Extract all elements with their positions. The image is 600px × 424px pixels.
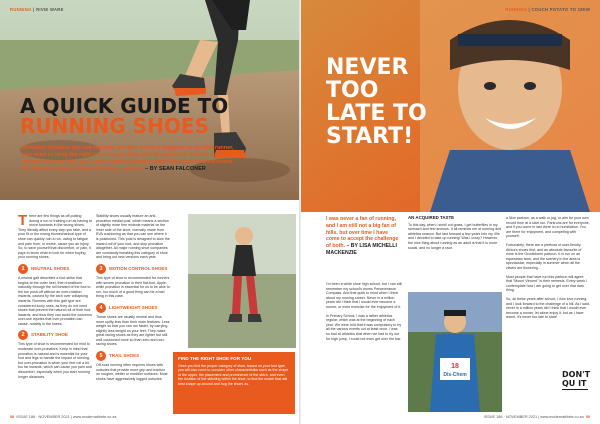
right-page — [300, 0, 600, 424]
section-header: RUNNING | COUCH POTATO TO 18KM — [505, 7, 590, 12]
headline-line-1: A QUICK GUIDE TO — [20, 94, 229, 118]
body-column-2: AN ACQUIRED TASTE To this day, when I smell cut grass, I get butterflies in my stomach and feel anxious. It all reminds me of running and athletics season. But fast forward a few years into my 40s and I decided to take up running! Was I crazy? However, the nice thing about running as an adult is that it is more social, and no longer a race. — [408, 215, 502, 250]
body-column-1: I'm been a white shoe high school, but I can still remember my school's moms Perseverance Compass. And that quirk to mind when I think about my running career. Never in a million years did I think that I would ever become a runner, or even exercise for the enjoyment of it. In Primary School, I was a rather athletics regular, which was at the beginning of each year. We were told that it was compulsory to try all the various events out at least once. I was so bad at athletics that when we had to try out for high jump, I could not even get over the bar. — [326, 282, 402, 341]
subheading: AN ACQUIRED TASTE — [408, 215, 455, 220]
number-badge: 4 — [96, 303, 106, 313]
find-shoe-box — [173, 352, 295, 414]
shoe-type-text-5: Off-road running often requires shoes with outsoles that provide more grip and traction on rougher, wetter or muddier surfaces. Most shoes have aggressively lugged outsoles. — [96, 363, 168, 381]
number-badge: 5 — [96, 351, 106, 361]
headline-line-2: RUNNING SHOES — [20, 114, 209, 138]
page-folio: 58 ISSUE 186 · NOVEMBER 2021 | www.modernathlete.co.za — [10, 415, 117, 419]
byline: – BY SEAN FALCONER — [145, 166, 206, 172]
section-header: RUNNING | RIVIE WARE — [10, 7, 64, 12]
body-column-2: Stability shoes usually feature an anti-pronation medial post, which means a section of slightly more firm midsole material on the inner side of the shoe, normally made from EVA cushioning as that you can see where it is positioned. This post is designed to slow the inward roll of your foot, and stop pronation altogether. All major running shoe companies are constantly tweaking this category of shoe and bring out new versions each year. 3 MOTION CONTROL SHOES This type of shoe is recommended for runners with severe pronation in their flat-foot, Apple, while pronation is essential for us to be able to run, too much of a good thing can be a bad thing in this case. 4 LIGHTWEIGHT SHOES These shoes are usually neutral and thus more spiffy-less than their main features. Less weight so that you can run faster, by carrying slightly less weight on your feet. They make great racing shoes as they are lighter but still well cushioned more so than zero and non-racing shoes. 5 TRAIL SHOES Off-road running often requires shoes with outsoles that provide more grip and traction on rougher, wetter or muddier surfaces. Most shoes have aggressively lugged outsoles. — [96, 214, 170, 381]
number-badge: 2 — [18, 330, 28, 340]
number-badge: 3 — [96, 264, 106, 274]
shoe-type-text-4: These shoes are usually neutral and thus more spiffy-less than their main features. Less weight so that you can run faster, by carrying slightly less weight on your feet. They make great racing shoes as they are lighter but still well cushioned more so than zero and non-racing shoes. — [96, 314, 170, 347]
shoe-type-heading-1: 1 NEUTRAL SHOES — [18, 264, 92, 274]
dont-quit-logo: DON'T QU IT — [562, 370, 591, 388]
race-bib-number: 18 — [451, 363, 459, 370]
shoe-type-text-2: This type of shoe is recommended for mild to moderate over-pronators. Keep in mind that pronation is natural and is essential for your foot and legs to handle the impact of running, but over-pronation is when your feet roll a bit too far inwards, which can cause you pain and discomfort, especially when you start running longer distances. — [18, 342, 92, 379]
shoe-type-text-3: This type of shoe is recommended for runners with severe pronation in their flat-foot, Apple, while pronation is essential for us to be able to run, too much of a good thing can be a bad thing in this case. — [96, 275, 170, 299]
byline: – BY LISA MICHELLI MACKENZIE — [326, 243, 397, 256]
shoe-type-heading-5: 5 TRAIL SHOES — [96, 351, 170, 361]
find-box-title: FIND THE RIGHT SHOE FOR YOU — [178, 356, 252, 361]
find-box-text: Once you find the proper category of shoe, based on your foot type, you will also need to consider other characteristics such as the shape of the upper, the placement and prominence of the stitch, and even the location of the stitching within the shoe, to find the model that will best shape up around and hug the shoes as. — [178, 363, 289, 386]
race-bib-sponsor: Dis-Chem — [443, 372, 467, 378]
shoe-type-text-1: A neutral gait describes a foot strike that begins at the outer heel, then transitions naturally through the roll forward of the foot to the toe push-off without an over-rotation inwards, caused by the arch over collapsing inwards. Runners with this gait type are considered lucky ones, as they do not need shoes that prevent the natural roll of their foot inwards, and thus they can avoid the concerns over-use injuries that over-pronation can cause, notably in the knees. — [18, 275, 92, 326]
number-badge: 1 — [18, 264, 28, 274]
shoe-type-heading-4: 4 LIGHTWEIGHT SHOES — [96, 303, 170, 313]
shoe-type-heading-2: 2 STABILITY SHOE — [18, 330, 92, 340]
race-photo — [408, 292, 502, 412]
shoe-type-heading-3: 3 MOTION CONTROL SHOES — [96, 264, 170, 274]
body-column-1: There are few things as off-putting during a run or training run as having to move forwards in the wrong shoes. They literally affect every step you take, and a poor fit or the wrong biomechanical type of shoe can quickly ruin a run, owing to fatigue and pain from, or worse, cause you an injury. So, to save yourself that discomfort, or pain, it pays to know what to look for when buying your running shoes. 1 NEUTRAL SHOES A neutral gait describes a foot strike that begins at the outer heel, then transitions naturally through the roll forward of the foot to the toe push-off without an over-rotation inwards, caused by the arch over collapsing inwards. Runners with this gait type are considered lucky ones, as they do not need shoes that prevent the natural roll of their foot inwards, and thus they can avoid the concerns over-use injuries that over-pronation can cause, notably in the knees. 2 STABILITY SHOE This type of shoe is recommended for mild to moderate over-pronators. Keep in mind that pronation is natural and is essential for your foot and legs to handle the impact of running, but over-pronation is when your feet roll a bit too far inwards, which can cause you pain and discomfort, especially when you start running longer distances. — [18, 212, 92, 379]
standfirst: Whatever distance you are running, whether you're a beginner or an ultra runner, you need to strap the right ones to your feet, with the perfect fit and the correct support for your feet. So, if you're new to running shoes and need to understand the different types of shoes out there, read on! – BY SEAN FALCONER — [22, 145, 234, 172]
article-headline: NEVER TOO LATE TO START! — [326, 55, 427, 149]
drop-cap: T — [18, 212, 28, 229]
body-column-3: a 5km parkrun, as a walk or jog, or aim for your own record time at a start run. Parkruns are for everyone, and if you come in last there is no humiliation. You are there for enjoyment, and competing with yourself. Fortunately, there are a plethora of user-fiendly Africa's shoes first, and an absolute favourite of mine is the Grootbloem parkrun. It is run on an equestrian farm, and the scenery in the area is spectacular, especially in summer when all the clivers are flowering. Most people that have run this parkrun will agree that "Mount Vincent" is their nemesis. Every week I contemplate how I am going to get over that darn thing. So, all these years after school, I now love running, and I look forward to the challenge of a hill. As I said, never in a million years did I think that I would ever become a runner, let alone enjoy it, but as I have learnt, it's never too late to start! — [506, 216, 590, 320]
article-headline — [20, 96, 228, 136]
runner-photo — [188, 214, 296, 348]
pull-quote: I was never a fan of running, and I am still not a big fan of hills, but over time I have come to accept the challenge of both. – BY LISA MICHELLI MACKENZIE — [326, 216, 399, 256]
page-folio: ISSUE 186 · NOVEMBER 2021 | www.modernathlete.co.za 59 — [483, 415, 590, 419]
page-gutter — [299, 0, 301, 424]
